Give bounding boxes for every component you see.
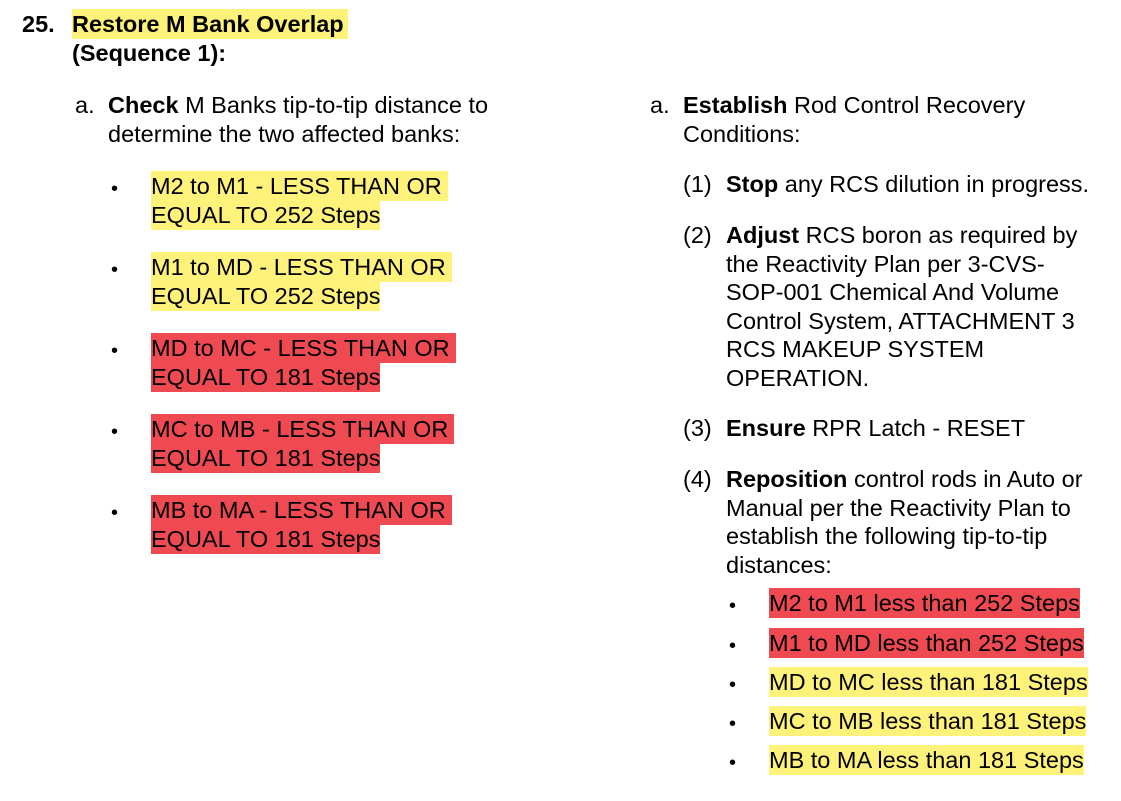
substep-2 xyxy=(726,221,1116,392)
substep-2-number: (2) xyxy=(683,222,712,248)
left-text-line1: M Banks tip-to-tip distance to xyxy=(178,92,489,118)
right-instruction xyxy=(683,91,1113,148)
right-text-line2: Conditions: xyxy=(683,120,801,147)
left-item-3 xyxy=(151,334,456,391)
left-verb: Check xyxy=(108,92,179,118)
left-item-5 xyxy=(151,496,452,553)
substep-2-line5: RCS MAKEUP SYSTEM xyxy=(726,336,985,362)
bullet-icon: • xyxy=(729,752,737,774)
substep-1-verb: Stop xyxy=(726,171,779,197)
substep-2-line1: RCS boron as required by xyxy=(799,222,1078,248)
target-item-5-text: MB to MA less than 181 Steps xyxy=(769,747,1084,773)
substep-3-text: RPR Latch - RESET xyxy=(805,415,1026,441)
target-item-4 xyxy=(769,707,1086,736)
left-instruction xyxy=(108,91,548,148)
substep-1-number: (1) xyxy=(683,171,712,197)
left-item-2-line1: M1 to MD - LESS THAN OR xyxy=(151,252,452,282)
substep-4-verb: Reposition xyxy=(726,466,848,492)
substep-3 xyxy=(726,414,1116,443)
left-item-1-line2: EQUAL TO 252 Steps xyxy=(151,201,381,228)
bullet-icon: • xyxy=(111,340,119,362)
substep-3-number: (3) xyxy=(683,415,712,441)
substep-2-line4: Control System, ATTACHMENT 3 xyxy=(726,307,1075,334)
bullet-icon: • xyxy=(729,713,737,735)
left-item-5-line1: MB to MA - LESS THAN OR xyxy=(151,495,452,525)
substep-4-line4: distances: xyxy=(726,551,832,578)
target-item-1-text: M2 to M1 less than 252 Steps xyxy=(769,590,1080,616)
right-verb: Establish xyxy=(683,92,788,118)
right-text-line1: Rod Control Recovery xyxy=(787,92,1026,118)
substep-1-text: any RCS dilution in progress. xyxy=(778,171,1090,197)
left-item-1-line1: M2 to M1 - LESS THAN OR xyxy=(151,171,448,201)
target-item-3 xyxy=(769,668,1088,697)
left-item-1 xyxy=(151,172,448,229)
bullet-icon: • xyxy=(111,178,119,200)
step-subtitle: (Sequence 1): xyxy=(72,40,227,66)
left-text-line2: determine the two affected banks: xyxy=(108,120,461,147)
left-item-2 xyxy=(151,253,452,310)
step-title-text: Restore M Bank Overlap xyxy=(72,9,348,39)
bullet-icon: • xyxy=(729,674,737,696)
substep-2-verb: Adjust xyxy=(726,222,800,248)
left-item-3-line1: MD to MC - LESS THAN OR xyxy=(151,333,456,363)
step-number: 25. xyxy=(22,11,55,37)
substep-3-verb: Ensure xyxy=(726,415,806,441)
bullet-icon: • xyxy=(111,421,119,443)
bullet-icon: • xyxy=(111,502,119,524)
substep-2-line2: the Reactivity Plan per 3-CVS- xyxy=(726,250,1045,277)
target-item-4-text: MC to MB less than 181 Steps xyxy=(769,708,1087,734)
substep-2-line6: OPERATION. xyxy=(726,364,870,391)
left-item-4 xyxy=(151,415,454,472)
substep-1 xyxy=(726,170,1116,199)
step-title xyxy=(72,10,348,39)
bullet-icon: • xyxy=(729,635,737,657)
left-item-5-line2: EQUAL TO 181 Steps xyxy=(151,525,381,552)
substep-4-number: (4) xyxy=(683,466,712,492)
substep-4-line2: Manual per the Reactivity Plan to xyxy=(726,494,1071,521)
substep-2-line3: SOP-001 Chemical And Volume xyxy=(726,279,1060,305)
target-item-1 xyxy=(769,589,1080,618)
right-marker: a. xyxy=(650,92,670,118)
target-item-3-text: MD to MC less than 181 Steps xyxy=(769,669,1088,695)
bullet-icon: • xyxy=(111,259,119,281)
bullet-icon: • xyxy=(729,595,737,617)
left-item-4-line2: EQUAL TO 181 Steps xyxy=(151,444,381,471)
left-item-2-line2: EQUAL TO 252 Steps xyxy=(151,282,381,309)
target-item-5 xyxy=(769,746,1084,775)
target-item-2 xyxy=(769,629,1084,658)
left-marker: a. xyxy=(75,92,95,118)
target-item-2-text: M1 to MD less than 252 Steps xyxy=(769,630,1084,656)
left-item-4-line1: MC to MB - LESS THAN OR xyxy=(151,414,454,444)
substep-4-line3: establish the following tip-to-tip xyxy=(726,523,1048,549)
substep-4-line1: control rods in Auto or xyxy=(847,466,1083,492)
substep-4 xyxy=(726,465,1116,579)
left-item-3-line2: EQUAL TO 181 Steps xyxy=(151,363,381,390)
